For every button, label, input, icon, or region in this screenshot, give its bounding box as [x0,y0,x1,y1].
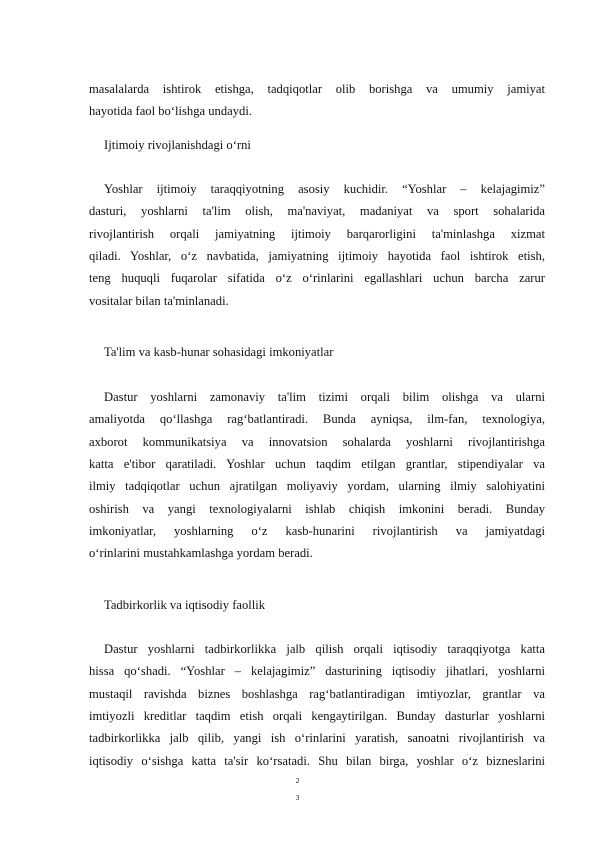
text-line: tadbirkorlikka jalb qilib, yangi ish o‘rinlarini yaratish, sanoatni rivojlantirish va [89,731,545,746]
text-line: rivojlantirish orqali jamiyatning ijtimoiy barqarorligini ta'minlashga xizmat [89,226,545,241]
text-line: hayotida faol bo‘lishga undaydi. [89,104,252,119]
text-line: hissa qo‘shadi. “Yoshlar – kelajagimiz” dasturining iqtisodiy jihatlari, yoshlarni [89,664,545,679]
text-line: masalalarda ishtirok etishga, tadqiqotlar olib borishga va umumiy jamiyat [89,82,545,96]
text-line: imkoniyatlar, yoshlarning o‘z kasb-hunarini rivojlantirish va jamiyatdagi [89,524,545,539]
text-line: qiladi. Yoshlar, o‘z navbatida, jamiyatning ijtimoiy hayotida faol ishtirok etish, [89,249,545,264]
text-line: oshirish va yangi texnologiyalarni ishlab chiqish imkonini beradi. Bunday [89,501,545,516]
text-line: teng huquqli fuqarolar sifatida o‘z o‘rinlarini egallashlari uchun barcha zarur [89,271,545,286]
text-line: dasturi, yoshlarni ta'lim olish, ma'naviyat, madaniyat va sport sohalarida [89,204,545,219]
text-line: imtiyozli kreditlar taqdim etish orqali kengaytirilgan. Bunday dasturlar yoshlarni [89,709,545,724]
section-heading-business: Tadbirkorlik va iqtisodiy faollik [104,598,266,612]
text-line: katta e'tibor qaratiladi. Yoshlar uchun taqdim etilgan grantlar, stipendiyalar va [89,457,545,472]
page-number: 3 [295,793,300,802]
paragraph-social [89,178,545,312]
paragraph-business [89,638,545,772]
text-line: Dastur yoshlarni zamonaviy ta'lim tizimi orqali bilim olishga va ularni [104,390,545,404]
page-number: 2 [295,776,300,785]
text-line: axborot kommunikatsiya va innovatsion sohalarda yoshlarni rivojlantirishga [89,434,545,449]
text-line: mustaqil ravishda biznes boshlashga rag‘batlantiradigan imtiyozlar, grantlar va [89,686,545,701]
text-line: ilmiy tadqiqotlar uchun ajratilgan moliyaviy yordam, ularning ilmiy salohiyatini [89,479,545,494]
text-line: o‘rinlarini mustahkamlashga yordam beradi. [89,546,313,561]
section-heading-social: Ijtimoiy rivojlanishdagi o‘rni [104,138,251,152]
paragraph-intro [89,78,545,123]
text-line: amaliyotda qo‘llashga rag‘batlantiradi. Bunda ayniqsa, ilm-fan, texnologiya, [89,412,545,427]
paragraph-education [89,386,545,565]
text-line: iqtisodiy o‘sishga katta ta'sir ko‘rsatadi. Shu bilan birga, yoshlar o‘z bizneslarini [89,753,545,768]
text-line: Yoshlar ijtimoiy taraqqiyotning asosiy kuchidir. “Yoshlar – kelajagimiz” [104,182,545,196]
text-line: vositalar bilan ta'minlanadi. [89,293,229,308]
section-heading-education: Ta'lim va kasb-hunar sohasidagi imkoniyatlar [104,345,334,359]
text-line: Dastur yoshlarni tadbirkorlikka jalb qilish orqali iqtisodiy taraqqiyotga katta [104,642,545,656]
